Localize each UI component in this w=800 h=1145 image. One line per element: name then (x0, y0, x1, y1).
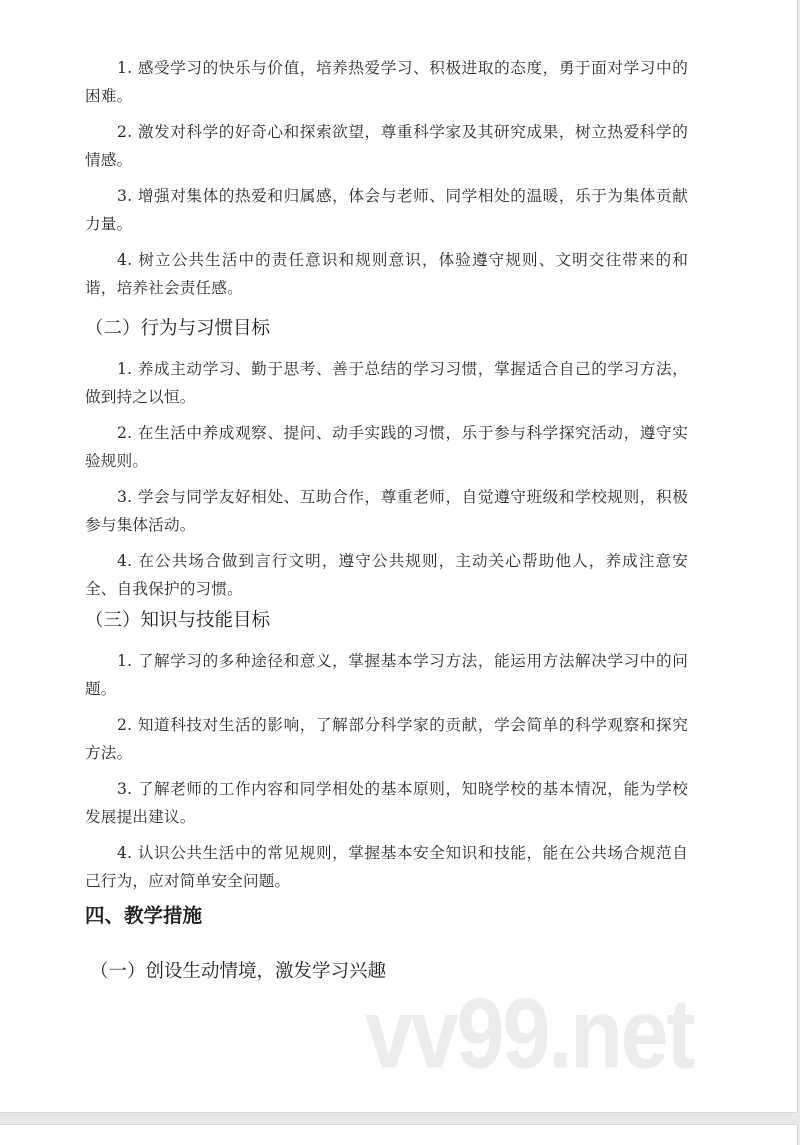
paragraph: 2. 知道科技对生活的影响，了解部分科学家的贡献，学会简单的科学观察和探究方法。 (85, 716, 688, 762)
paragraph: 3. 了解老师的工作内容和同学相处的基本原则，知晓学校的基本情况，能为学校发展提出建议。 (85, 780, 688, 826)
paragraph: 3. 学会与同学友好相处、互助合作，尊重老师，自觉遵守班级和学校规则，积极参与集体活动。 (85, 488, 688, 534)
paragraph: 4. 在公共场合做到言行文明，遵守公共规则，主动关心帮助他人，养成注意安全、自我保护的习惯。 (85, 552, 688, 598)
paragraph: 3. 增强对集体的热爱和归属感，体会与老师、同学相处的温暖，乐于为集体贡献力量。 (85, 187, 688, 233)
paragraph: 2. 在生活中养成观察、提问、动手实践的习惯，乐于参与科学探究活动，遵守实验规则。 (85, 424, 688, 470)
paragraph: 1. 养成主动学习、勤于思考、善于总结的学习习惯，掌握适合自己的学习方法，做到持之以恒。 (85, 360, 688, 406)
paragraph: 4. 树立公共生活中的责任意识和规则意识，体验遵守规则、文明交往带来的和谐，培养社会责任感。 (85, 251, 688, 297)
paragraph: 4. 认识公共生活中的常见规则，掌握基本安全知识和技能，能在公共场合规范自己行为，应对简单安全问题。 (85, 844, 688, 890)
section-heading: （三）知识与技能目标 (85, 610, 271, 631)
section-heading: （二）行为与习惯目标 (85, 318, 271, 339)
paragraph: 1. 感受学习的快乐与价值，培养热爱学习、积极进取的态度，勇于面对学习中的困难。 (85, 59, 688, 105)
chapter-heading: 四、教学措施 (85, 904, 203, 927)
sub-heading: （一）创设生动情境，激发学习兴趣 (90, 961, 387, 982)
paragraph: 1. 了解学习的多种途径和意义，掌握基本学习方法，能运用方法解决学习中的问题。 (85, 652, 688, 698)
paragraph: 2. 激发对科学的好奇心和探索欲望，尊重科学家及其研究成果，树立热爱科学的情感。 (85, 123, 688, 169)
watermark: vv99.net (365, 978, 694, 1090)
next-page (0, 1124, 798, 1145)
